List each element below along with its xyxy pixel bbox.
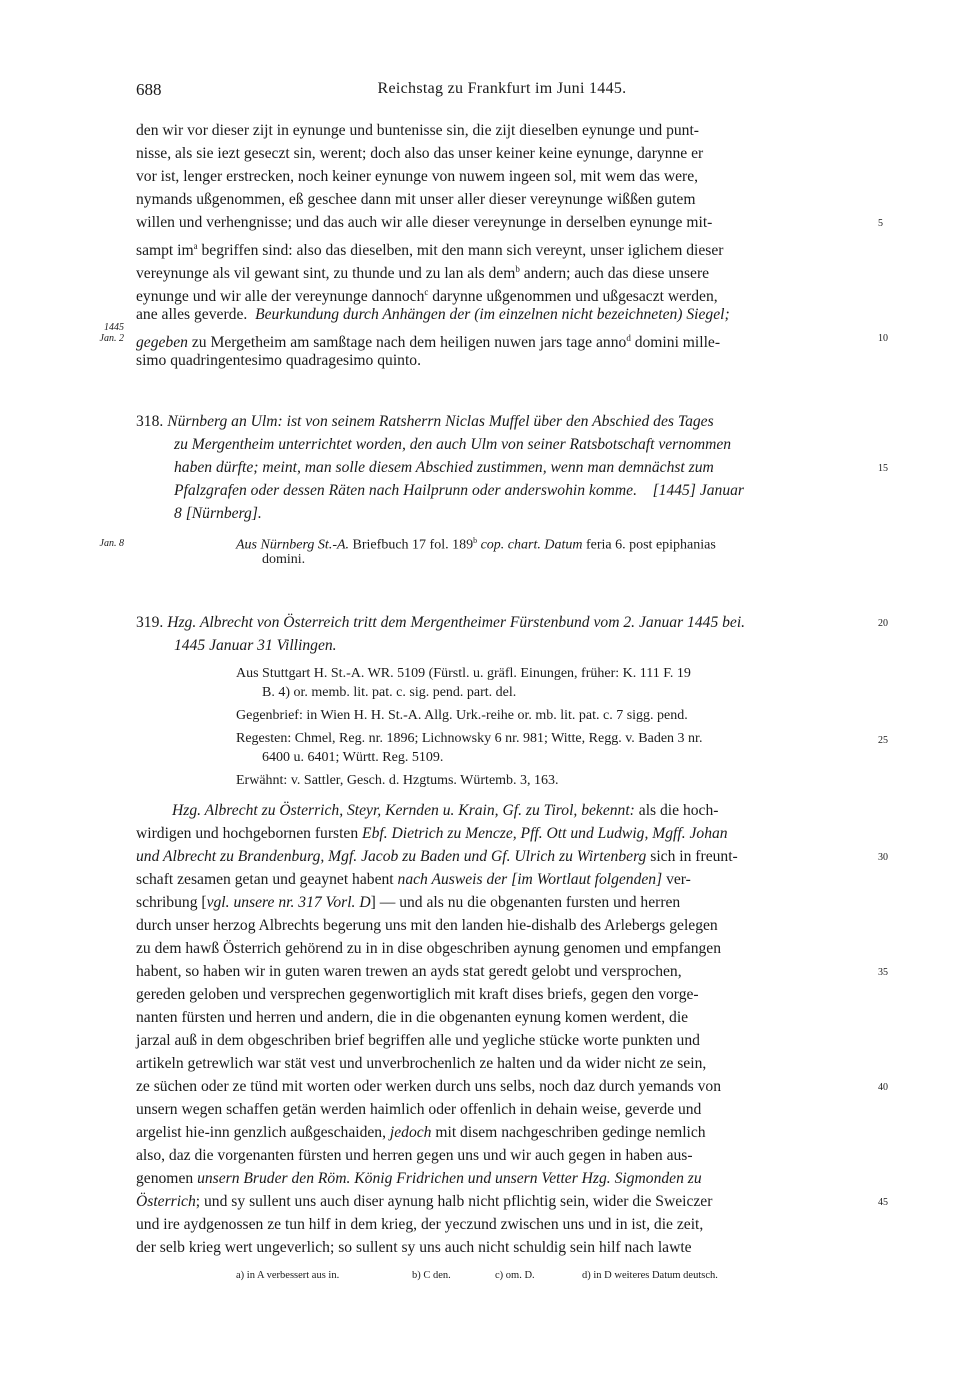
source-text: feria 6. post epiphanias xyxy=(582,537,716,553)
text-line xyxy=(136,869,691,891)
text-run: ane alles geverde. xyxy=(136,306,248,323)
text-line: jarzal auß in dem obgeschriben brief begriffen alle und yegliche stücke worte punkten und xyxy=(136,1032,700,1049)
doc-319-line xyxy=(136,612,745,634)
text-run: vereynunge als vil gewant sint, zu thunde und zu lan als dem xyxy=(136,265,516,283)
text-line: habent, so haben wir in guten waren trewen an ayds stat geredt gelobt und versprochen, xyxy=(136,963,682,980)
italic-run: und Albrecht zu Brandenburg, Mgf. Jacob zu Baden und Gf. Ulrich zu Wirtenberg xyxy=(136,848,647,865)
text-run: ; und sy sullent uns auch diser aynung halb nicht pflichtig sein, wider die Sweiczer xyxy=(195,1193,713,1210)
margin-date-day: Jan. 2 xyxy=(99,333,124,344)
text-line xyxy=(172,800,718,822)
source-line: Regesten: Chmel, Reg. nr. 1896; Lichnowsky 6 nr. 981; Witte, Regg. v. Baden 3 nr. xyxy=(236,731,703,746)
source-line xyxy=(236,531,716,555)
text-line: nymands ußgenommen, eß geschee dann mit unser aller dieser vereynunge wißßen gutem xyxy=(136,191,696,208)
doc-318-line xyxy=(174,503,262,525)
footnote-ref: d xyxy=(626,333,631,343)
line-number: 25 xyxy=(878,735,888,746)
text-line: zu dem hawß Österrich gehörend zu in in dise obgeschriben aynung genomen und empfangen xyxy=(136,940,722,957)
source-line: 6400 u. 6401; Württ. Reg. 5109. xyxy=(262,750,444,765)
footnote-ref: b xyxy=(515,264,520,274)
text-run: argelist hie-inn genzlich außgeschaiden, xyxy=(136,1124,390,1141)
doc-date: 1445 Januar 31 Villingen. xyxy=(174,637,337,654)
line-number: 15 xyxy=(878,463,888,474)
page-header xyxy=(136,80,868,104)
footnote: d) in D weiteres Datum deutsch. xyxy=(582,1270,718,1281)
text-run: darynne ußgenommen und ußgesaczt werden, xyxy=(428,288,718,306)
doc-number: 319. xyxy=(136,614,164,631)
italic-run: vgl. unsere nr. 317 Vorl. D xyxy=(206,894,371,911)
line-number: 20 xyxy=(878,618,888,629)
source-line: domini. xyxy=(262,552,306,567)
source-archive: Aus Nürnberg St.-A. xyxy=(236,537,350,553)
text-line: gereden geloben und versprechen gegenwortiglich mit kraft dises briefs, gegen den vorge- xyxy=(136,986,699,1003)
text-line xyxy=(136,1191,712,1213)
margin-date: Jan. 8 xyxy=(99,538,124,549)
source-line: Gegenbrief: in Wien H. H. St.-A. Allg. Urk.-reihe or. mb. lit. pat. c. 7 sigg. pend. xyxy=(236,708,688,723)
line-number: 40 xyxy=(878,1082,888,1093)
text-run: ver- xyxy=(662,871,691,888)
text-line: der selb krieg wert ungeverlich; so sullent sy uns auch nicht schuldig sein hilf nach lawte xyxy=(136,1239,692,1256)
text-line xyxy=(136,1122,706,1144)
text-run: domini mille- xyxy=(630,334,721,352)
margin-date-year: 1445 xyxy=(104,322,124,333)
doc-summary: haben dürfte; meint, man solle diesem Abschied zustimmen, wenn man demnächst zum xyxy=(174,459,714,476)
footnote: c) om. D. xyxy=(495,1270,535,1281)
line-number: 35 xyxy=(878,967,888,978)
source-text: Briefbuch 17 fol. 189 xyxy=(349,537,474,553)
source-sup: b xyxy=(473,536,478,545)
footnote-ref: a xyxy=(193,241,198,251)
text-line: willen und verhengnisse; und das auch wir alle dieser vereynunge in derselben eynunge mit- xyxy=(136,214,713,231)
line-number: 5 xyxy=(878,218,883,229)
footnote-ref: c xyxy=(424,287,429,297)
text-run: mit disem nachgeschriben gedinge nemlich xyxy=(431,1124,706,1141)
text-run: genomen xyxy=(136,1170,198,1187)
text-line xyxy=(136,892,680,914)
italic-run: unsern Bruder den Röm. König Fridrichen und unsern Vetter Hzg. Sigmonden zu xyxy=(197,1170,702,1187)
text-run: eynunge und wir alle der vereynunge dannoch xyxy=(136,288,425,306)
text-run: als die hoch- xyxy=(634,802,719,819)
source-italic: cop. chart. Datum xyxy=(477,537,583,553)
italic-run: Hzg. Albrecht zu Österrich, Steyr, Kernden u. Krain, Gf. zu Tirol, bekennt: xyxy=(172,802,635,819)
text-line: durch unser herzog Albrechts begerung uns mit den landen hie-dishalb des Arlebergs gelegen xyxy=(136,917,718,934)
text-run: sampt im xyxy=(136,242,194,260)
doc-summary: Hzg. Albrecht von Österreich tritt dem Mergentheimer Fürstenbund vom 2. Januar 1445 bei. xyxy=(167,614,746,631)
line-number: 10 xyxy=(878,333,888,344)
text-run: schribung [ xyxy=(136,894,207,911)
text-line: also, daz die vorgenanten fürsten und herren gegen uns und wir auch gegen in haben aus- xyxy=(136,1147,693,1164)
text-line: artikeln getrewlich war stät vest und unverbrochenlich ze halten und da wider nicht ze sein, xyxy=(136,1055,707,1072)
text-run: sich in freunt- xyxy=(646,848,738,865)
doc-318-line xyxy=(136,411,714,433)
doc-summary: zu Mergentheim unterrichtet worden, den auch Ulm von seiner Ratsbotschaft vernommen xyxy=(174,436,732,453)
text-line: und ire aydgenossen ze tun hilf in dem krieg, der yeczund zwischen uns und in ist, die zeit, xyxy=(136,1216,704,1233)
doc-number: 318. xyxy=(136,413,164,430)
running-head: Reichstag zu Frankfurt im Juni 1445. xyxy=(377,80,627,97)
doc-date: [1445] Januar xyxy=(652,482,744,499)
doc-318-line xyxy=(174,434,731,456)
text-line: vor ist, lenger erstrecken, noch keiner eynunge von nuwem ingeen sol, mit wem das were, xyxy=(136,168,699,185)
footnote: a) in A verbessert aus in. xyxy=(236,1270,340,1281)
text-run: ] — und als nu die obgenanten fursten und herren xyxy=(370,894,681,911)
text-line xyxy=(136,823,728,845)
text-line xyxy=(136,304,730,326)
text-line: nanten fürsten und herren und andern, die in die obgenanten eynung komen werdent, die xyxy=(136,1009,689,1026)
doc-319-line xyxy=(174,635,337,657)
text-run: andern; auch das diese unsere xyxy=(519,265,710,283)
italic-run: nach Ausweis der [im Wortlaut folgenden] xyxy=(397,871,663,888)
italic-run: Ebf. Dietrich zu Mencze, Pff. Ott und Ludwig, Mgff. Johan xyxy=(358,825,728,842)
text-line: den wir vor dieser zijt in eynunge und buntenisse sin, die zijt dieselben eynunge und punt- xyxy=(136,122,699,139)
line-number: 30 xyxy=(878,852,888,863)
text-run: begriffen sind: also das dieselben, mit den mann sich vereynt, unser iglichem dieser xyxy=(197,242,724,260)
source-line: B. 4) or. memb. lit. pat. c. sig. pend. part. del. xyxy=(262,685,517,700)
italic-run: gegeben xyxy=(136,334,188,352)
source-line: Aus Stuttgart H. St.-A. WR. 5109 (Fürstl. u. gräfl. Einungen, früher: K. 111 F. 19 xyxy=(236,666,691,681)
doc-318-line xyxy=(174,457,714,479)
doc-summary: Pfalzgrafen oder dessen Räten nach Hailprunn oder anderswohin komme. xyxy=(174,482,637,499)
italic-run: Beurkundung durch Anhängen der (im einzelnen nicht bezeichneten) Siegel; xyxy=(255,306,730,323)
text-line xyxy=(136,846,738,868)
doc-318-line xyxy=(174,480,744,502)
doc-date: 8 [Nürnberg]. xyxy=(174,505,262,522)
text-run: zu Mergetheim am samßtage nach dem heiligen nuwen jars tage anno xyxy=(187,334,627,352)
margin-date xyxy=(84,322,124,344)
page-number: 688 xyxy=(136,80,162,99)
text-line: nisse, als sie iezt geseczt sin, werent; doch also das unser keiner keine eynunge, darynne er xyxy=(136,145,704,162)
text-line: ze süchen oder ze tünd mit worten oder werken durch uns selbs, noch daz durch yemands von xyxy=(136,1078,722,1095)
text-run: wirdigen und hochgebornen fursten xyxy=(136,825,359,842)
line-number: 45 xyxy=(878,1197,888,1208)
source-line: Erwähnt: v. Sattler, Gesch. d. Hzgtums. Würtemb. 3, 163. xyxy=(236,773,559,788)
doc-summary: Nürnberg an Ulm: ist von seinem Ratsherrn Niclas Muffel über den Abschied des Tages xyxy=(167,413,714,430)
text-line xyxy=(136,1168,702,1190)
italic-run: jedoch xyxy=(389,1124,432,1141)
footnote: b) C den. xyxy=(412,1270,451,1281)
text-line: simo quadringentesimo quadragesimo quinto. xyxy=(136,352,421,369)
text-run: schaft zesamen getan und geaynet habent xyxy=(136,871,398,888)
italic-run: Österrich xyxy=(136,1193,196,1210)
text-line: unsern wegen schaffen getän werden haimlich oder offenlich in dehain weise, geverde und xyxy=(136,1101,702,1118)
